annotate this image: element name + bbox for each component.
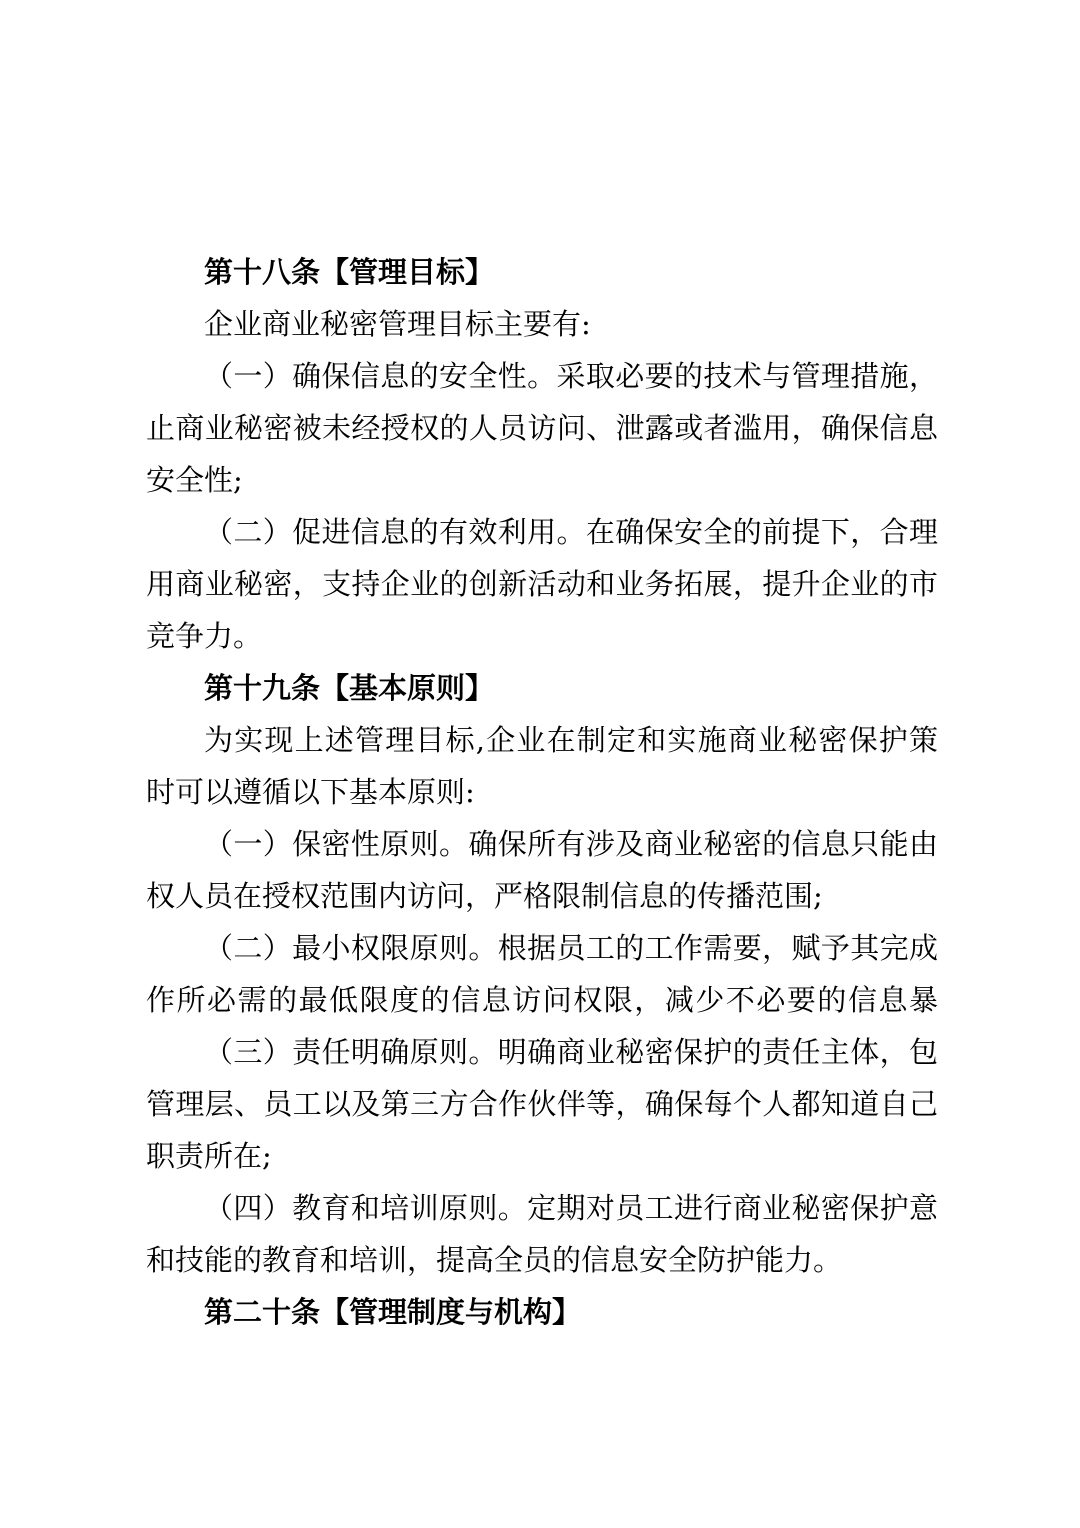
paragraph-line: 止商业秘密被未经授权的人员访问、泄露或者滥用，确保信息 — [146, 411, 938, 445]
paragraph-line: （一）保密性原则。确保所有涉及商业秘密的信息只能由 — [204, 827, 938, 861]
paragraph-line: （二）最小权限原则。根据员工的工作需要，赋予其完成 — [204, 931, 938, 965]
paragraph-line: 时可以遵循以下基本原则: — [146, 775, 475, 809]
paragraph-line: 权人员在授权范围内访问，严格限制信息的传播范围; — [146, 879, 823, 913]
paragraph-line: 竞争力。 — [146, 619, 263, 653]
paragraph-line: 为实现上述管理目标,企业在制定和实施商业秘密保护策 — [204, 723, 938, 757]
paragraph-line: （四）教育和培训原则。定期对员工进行商业秘密保护意 — [204, 1191, 938, 1225]
article-18-heading: 第十八条【管理目标】 — [204, 255, 495, 289]
article-20-heading: 第二十条【管理制度与机构】 — [204, 1295, 582, 1329]
paragraph-line: （三）责任明确原则。明确商业秘密保护的责任主体，包 — [204, 1035, 938, 1069]
article-19-heading: 第十九条【基本原则】 — [204, 671, 495, 705]
paragraph-line: 和技能的教育和培训，提高全员的信息安全防护能力。 — [146, 1243, 843, 1277]
paragraph-line: 用商业秘密，支持企业的创新活动和业务拓展，提升企业的市 — [146, 567, 938, 601]
paragraph-line: 企业商业秘密管理目标主要有: — [204, 307, 591, 341]
paragraph-line: 安全性; — [146, 463, 243, 497]
paragraph-line: 职责所在; — [146, 1139, 272, 1173]
paragraph-line: （二）促进信息的有效利用。在确保安全的前提下，合理 — [204, 515, 938, 549]
paragraph-line: 管理层、员工以及第三方合作伙伴等，确保每个人都知道自己 — [146, 1087, 938, 1121]
paragraph-line: （一）确保信息的安全性。采取必要的技术与管理措施， — [204, 359, 938, 393]
paragraph-line: 作所必需的最低限度的信息访问权限，减少不必要的信息暴 — [146, 983, 938, 1017]
document-page — [146, 246, 938, 1338]
